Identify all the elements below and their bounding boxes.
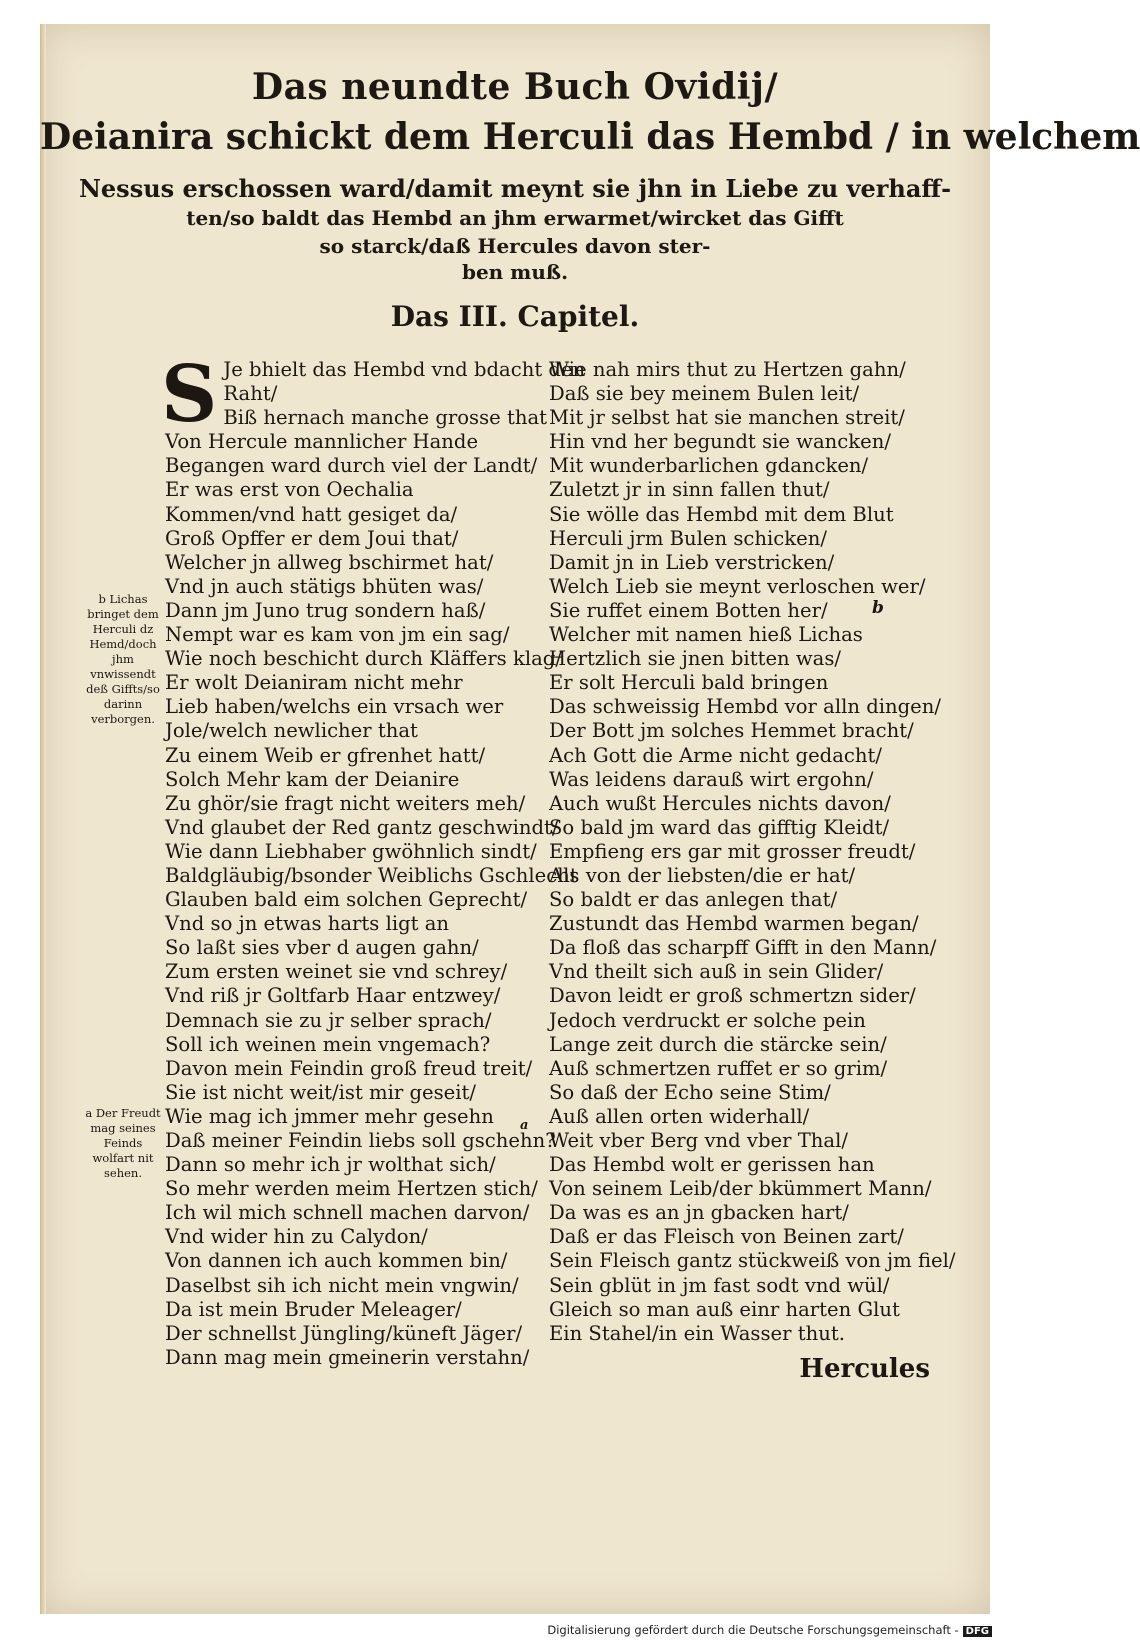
verse-line: Jole/welch newlicher that bbox=[165, 719, 418, 743]
catchword: Hercules bbox=[799, 1354, 930, 1384]
footer-text: Digitalisierung gefördert durch die Deutsche Forschungsgemeinschaft - bbox=[547, 1623, 959, 1637]
verse-line: Der Bott jm solches Hemmet bracht/ bbox=[549, 719, 914, 743]
verse-line: Er solt Herculi bald bringen bbox=[549, 671, 829, 695]
verse-line: Als von der liebsten/die er hat/ bbox=[549, 863, 856, 887]
left-column bbox=[161, 349, 586, 1370]
verse-line: So laßt sies vber d augen gahn/ bbox=[165, 936, 479, 960]
verse-line: Sein Fleisch gantz stückweiß von jm fiel/ bbox=[549, 1249, 956, 1273]
verse-line: Davon leidt er groß schmertzn sider/ bbox=[549, 984, 916, 1008]
verse-line: Gleich so man auß einr harten Glut bbox=[549, 1297, 900, 1321]
verse-line: Weit vber Berg vnd vber Thal/ bbox=[549, 1129, 848, 1152]
verse-line: So mehr werden meim Hertzen stich/ bbox=[165, 1177, 538, 1201]
verse-line: Was leidens darauß wirt ergohn/ bbox=[549, 767, 874, 791]
verse-line: Solch Mehr kam der Deianire bbox=[165, 767, 460, 791]
verse-line: Sie ist nicht weit/ist mir geseit/ bbox=[165, 1080, 477, 1104]
verse-line: Vnd theilt sich auß in sein Glider/ bbox=[549, 960, 884, 984]
book-page bbox=[40, 24, 1140, 1614]
verse-line: Von seinem Leib/der bkümmert Mann/ bbox=[549, 1177, 932, 1201]
verse-line: Vnd jn auch stätigs bhüten was/ bbox=[165, 574, 484, 598]
verse-line: Das Hembd wolt er gerissen han bbox=[549, 1153, 875, 1177]
verse-line: Wie dann Liebhaber gwöhnlich sindt/ bbox=[165, 839, 537, 863]
verse-line: Daß er das Fleisch von Beinen zart/ bbox=[549, 1225, 904, 1249]
verse-line: Vnd glaubet der Red gantz geschwindt/ bbox=[165, 815, 559, 839]
verse-line: Vnd riß jr Goltfarb Haar entzwey/ bbox=[165, 984, 501, 1008]
summary-line-2: Nessus erschossen ward/damit meynt sie jhn in Liebe zu verhaff- bbox=[78, 174, 952, 203]
verse-line: Wie mag ich jmmer mehr gesehn bbox=[165, 1104, 494, 1128]
verse-line: Hertzlich sie jnen bitten was/ bbox=[549, 647, 841, 671]
verse-line: Daß sie bey meinem Bulen leit/ bbox=[549, 382, 860, 406]
verse-line: Vnd wider hin zu Calydon/ bbox=[165, 1225, 428, 1249]
verse-line: Zu einem Weib er gfrenhet hatt/ bbox=[165, 743, 486, 767]
right-column bbox=[549, 358, 954, 1346]
verse-line: Davon mein Feindin groß freud treit/ bbox=[165, 1056, 533, 1080]
margin-note-lichas: b Lichas bringet dem Herculi dz Hemd/doch jhm vnwissendt deß Giffts/so darinn verborgen. bbox=[86, 592, 160, 726]
verse-line: Ich wil mich schnell machen darvon/ bbox=[165, 1201, 530, 1225]
verse-line: Baldgläubig/bsonder Weiblichs Gschlecht bbox=[165, 863, 578, 887]
marker-b: b bbox=[872, 598, 884, 618]
verse-line: Er wolt Deianiram nicht mehr bbox=[165, 671, 463, 695]
verse-line: Daselbst sih ich nicht mein vngwin/ bbox=[165, 1273, 519, 1297]
verse-line: Daß meiner Feindin liebs soll gschehn? bbox=[165, 1129, 556, 1152]
verse-line: Mit jr selbst hat sie manchen streit/ bbox=[549, 406, 905, 430]
verse-line: Lange zeit durch die stärcke sein/ bbox=[549, 1032, 887, 1056]
verse-line: Zu ghör/sie fragt nicht weiters meh/ bbox=[165, 791, 526, 815]
verse-line: Von dannen ich auch kommen bin/ bbox=[165, 1249, 508, 1273]
drop-cap: S bbox=[161, 349, 218, 440]
verse-line: Soll ich weinen mein vngemach? bbox=[165, 1032, 491, 1056]
verse-line: Zum ersten weinet sie vnd schrey/ bbox=[165, 960, 508, 984]
verse-line: Hin vnd her begundt sie wancken/ bbox=[549, 430, 891, 454]
verse-line: So bald jm ward das gifftig Kleidt/ bbox=[549, 815, 890, 839]
book-title: Das neundte Buch Ovidij/ bbox=[251, 66, 779, 108]
verse-line: Da ist mein Bruder Meleager/ bbox=[165, 1297, 462, 1321]
verse-line: Dann jm Juno trug sondern haß/ bbox=[165, 598, 486, 622]
verse-line: Demnach sie zu jr selber sprach/ bbox=[165, 1008, 492, 1032]
verse-line: Kommen/vnd hatt gesiget da/ bbox=[165, 502, 458, 526]
verse-line: Er was erst von Oechalia bbox=[165, 478, 414, 502]
verse-line: Glauben bald eim solchen Geprecht/ bbox=[165, 888, 528, 912]
verse-line: Sein gblüt in jm fast sodt vnd wül/ bbox=[549, 1273, 890, 1297]
dfg-logo: DFG bbox=[963, 1626, 992, 1637]
verse-line: Herculi jrm Bulen schicken/ bbox=[549, 526, 827, 550]
verse-line: Lieb haben/welchs ein vrsach wer bbox=[165, 695, 504, 719]
verse-line: Ein Stahel/in ein Wasser thut. bbox=[549, 1321, 845, 1345]
verse-line: Nempt war es kam von jm ein sag/ bbox=[165, 623, 510, 647]
verse-line: Von Hercule mannlicher Hande bbox=[165, 430, 479, 454]
verse-line: Auß allen orten widerhall/ bbox=[549, 1104, 810, 1128]
verse-line: Das schweissig Hembd vor alln dingen/ bbox=[549, 695, 941, 719]
verse-line: Zuletzt jr in sinn fallen thut/ bbox=[549, 478, 830, 502]
verse-line: Der schnellst Jüngling/küneft Jäger/ bbox=[165, 1321, 523, 1345]
verse-line: Welcher jn allweg bschirmet hat/ bbox=[165, 550, 494, 574]
verse-line: Je bhielt das Hembd vnd bdacht den bbox=[223, 358, 586, 381]
verse-line: Damit jn in Lieb verstricken/ bbox=[549, 550, 835, 574]
verse-line: Zustundt das Hembd warmen began/ bbox=[549, 912, 919, 936]
verse-line: Empfieng ers gar mit grosser freudt/ bbox=[549, 839, 916, 863]
digitization-footer bbox=[547, 1623, 992, 1637]
verse-line: Ach Gott die Arme nicht gedacht/ bbox=[549, 743, 882, 767]
verse-line: Dann mag mein gmeinerin verstahn/ bbox=[165, 1345, 530, 1369]
verse-line: Groß Opffer er dem Joui that/ bbox=[165, 526, 459, 550]
summary-line-3: ten/so baldt das Hembd an jhm erwarmet/wircket das Gifft bbox=[186, 206, 844, 230]
verse-line: Jedoch verdruckt er solche pein bbox=[549, 1008, 866, 1032]
verse-line: Da was es an jn gbacken hart/ bbox=[549, 1201, 849, 1225]
verse-line: Wie noch beschicht durch Kläffers klag/ bbox=[165, 647, 562, 671]
marker-a: a bbox=[520, 1118, 529, 1133]
verse-line: Auß schmertzen ruffet er so grim/ bbox=[549, 1056, 888, 1080]
margin-note-freudt: a Der Freudt mag seines Feinds wolfart nit sehen. bbox=[85, 1106, 161, 1180]
verse-line: So baldt er das anlegen that/ bbox=[549, 888, 838, 912]
chapter-title: Das III. Capitel. bbox=[390, 300, 640, 333]
verse-line: Begangen ward durch viel der Landt/ bbox=[165, 454, 538, 478]
verse-line: Sie ruffet einem Botten her/ bbox=[549, 598, 828, 622]
verse-line: Raht/ bbox=[223, 382, 278, 406]
summary-line-4: so starck/daß Hercules davon ster- bbox=[319, 234, 711, 258]
verse-line: Mit wunderbarlichen gdancken/ bbox=[549, 454, 869, 478]
verse-line: Welch Lieb sie meynt verloschen wer/ bbox=[549, 574, 926, 598]
verse-line: Dann so mehr ich jr wolthat sich/ bbox=[165, 1153, 496, 1177]
verse-line: Sie wölle das Hembd mit dem Blut bbox=[549, 502, 894, 526]
verse-line: Da floß das scharpff Gifft in den Mann/ bbox=[549, 936, 937, 960]
summary-line-1: Deianira schickt dem Herculi das Hembd / in welchem bbox=[40, 116, 1140, 158]
summary-line-5: ben muß. bbox=[461, 260, 569, 284]
verse-line: Wie nah mirs thut zu Hertzen gahn/ bbox=[549, 358, 906, 381]
verse-line: Auch wußt Hercules nichts davon/ bbox=[549, 791, 891, 815]
verse-line: Biß hernach manche grosse that bbox=[223, 406, 548, 430]
verse-line: So daß der Echo seine Stim/ bbox=[549, 1080, 831, 1104]
verse-line: Welcher mit namen hieß Lichas bbox=[549, 623, 863, 647]
verse-line: Vnd so jn etwas harts ligt an bbox=[165, 912, 450, 936]
